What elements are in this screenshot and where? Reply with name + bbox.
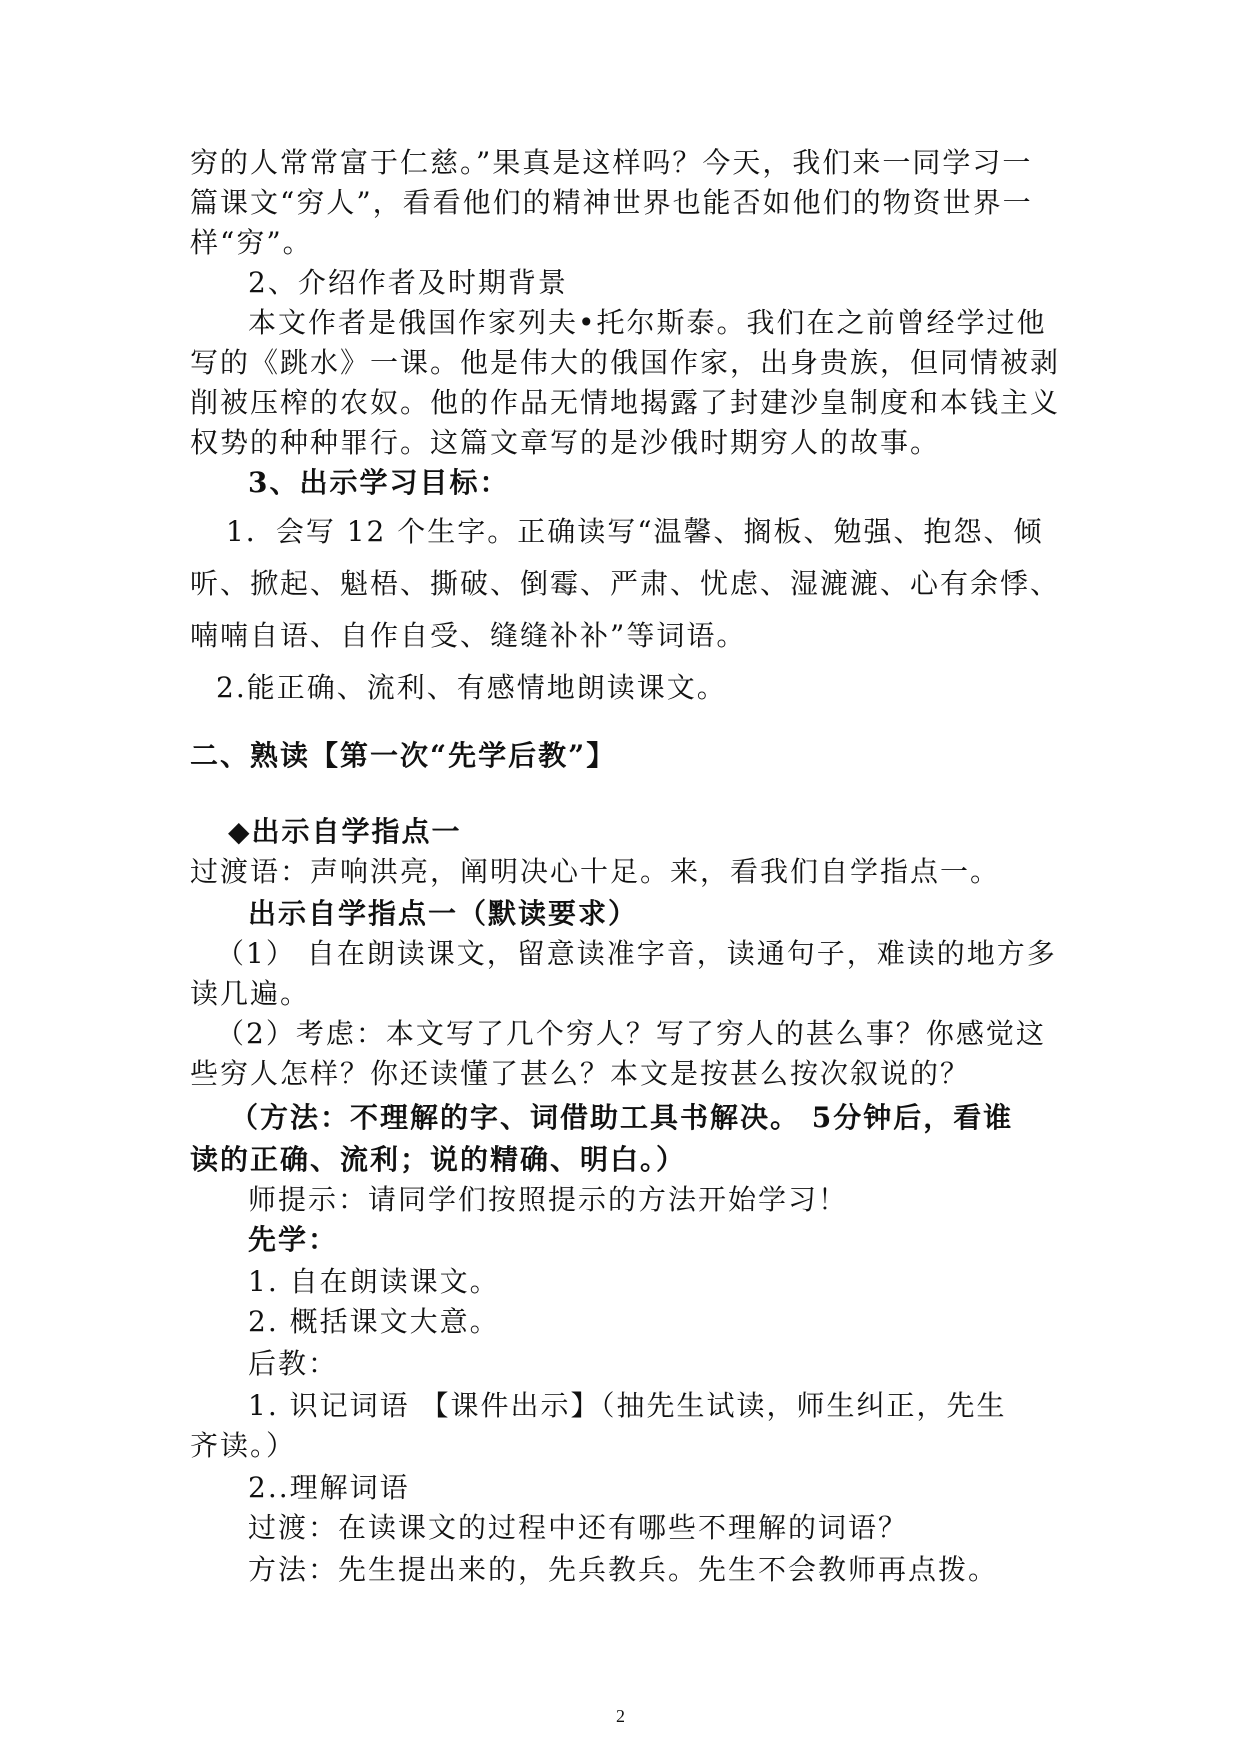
teacher-tip: 师提示：请同学们按照提示的方法开始学习！ (248, 1183, 849, 1216)
author-line-2: 写的《跳水》一课。他是伟大的俄国作家，出身贵族，但同情被剥 (190, 346, 1061, 379)
transition-2: 过渡：在读课文的过程中还有哪些不理解的词语？ (248, 1511, 909, 1544)
guide-heading: ◆出示自学指点一 (228, 815, 462, 848)
intro-line-1: 穷的人常常富于仁慈。”果真是这样吗？今天，我们来一同学习一 (190, 146, 1033, 179)
requirement-1-line-1: （1） 自在朗读课文，留意读准字音，读通句子，难读的地方多 (216, 937, 1057, 970)
method-line-1: （方法：不理解的字、词借助工具书解决。 5分钟后，看谁 (230, 1101, 1014, 1134)
author-line-4: 权势的种种罪行。这篇文章写的是沙俄时期穷人的故事。 (190, 426, 941, 459)
section-3-title: 3、出示学习目标： (248, 466, 510, 499)
teach-item-1-line-2: 齐读。） (190, 1429, 297, 1462)
guide-title: 出示自学指点一（默读要求） (248, 897, 639, 930)
author-line-1: 本文作者是俄国作家列夫•托尔斯泰。我们在之前曾经学过他 (248, 306, 1047, 339)
author-line-3: 削被压榨的农奴。他的作品无情地揭露了封建沙皇制度和本钱主义 (190, 386, 1061, 419)
teach-item-2: 2..理解词语 (248, 1471, 410, 1504)
learn-item-1: 1. 自在朗读课文。 (248, 1265, 500, 1298)
goal-2: 2.能正确、流利、有感情地朗读课文。 (216, 671, 727, 704)
intro-line-3: 样“穷”。 (190, 226, 313, 259)
section-2-title: 2、介绍作者及时期背景 (248, 266, 568, 299)
learn-first-label: 先学： (248, 1223, 339, 1256)
method-2: 方法：先生提出来的，先兵教兵。先生不会教师再点拨。 (248, 1553, 999, 1586)
method-line-2: 读的正确、流利；说的精确、明白。） (190, 1143, 687, 1176)
goal-1-line-2: 听、掀起、魁梧、撕破、倒霉、严肃、忧虑、湿漉漉、心有余悸、 (190, 567, 1061, 600)
intro-line-2: 篇课文“穷人”，看看他们的精神世界也能否如他们的物资世界一 (190, 186, 1033, 219)
goal-1-line-3: 喃喃自语、自作自受、缝缝补补”等词语。 (190, 619, 747, 652)
teach-item-1-line-1: 1. 识记词语 【课件出示】（抽先生试读，师生纠正，先生 (248, 1389, 1007, 1422)
part-2-heading: 二、熟读【第一次“先学后教”】 (190, 739, 617, 772)
goal-1-line-1: 1．会写 12 个生字。正确读写“温馨、搁板、勉强、抱怨、倾 (226, 515, 1044, 548)
teach-after-label: 后教： (248, 1347, 339, 1380)
transition-line: 过渡语：声响洪亮，阐明决心十足。来，看我们自学指点一。 (190, 855, 1001, 888)
learn-item-2: 2. 概括课文大意。 (248, 1305, 500, 1338)
requirement-2-line-1: （2）考虑：本文写了几个穷人？写了穷人的甚么事？你感觉这 (216, 1017, 1046, 1050)
requirement-2-line-2: 些穷人怎样？你还读懂了甚么？本文是按甚么按次叙说的？ (190, 1057, 971, 1090)
requirement-1-line-2: 读几遍。 (190, 977, 311, 1010)
page-number: 2 (616, 1706, 625, 1726)
